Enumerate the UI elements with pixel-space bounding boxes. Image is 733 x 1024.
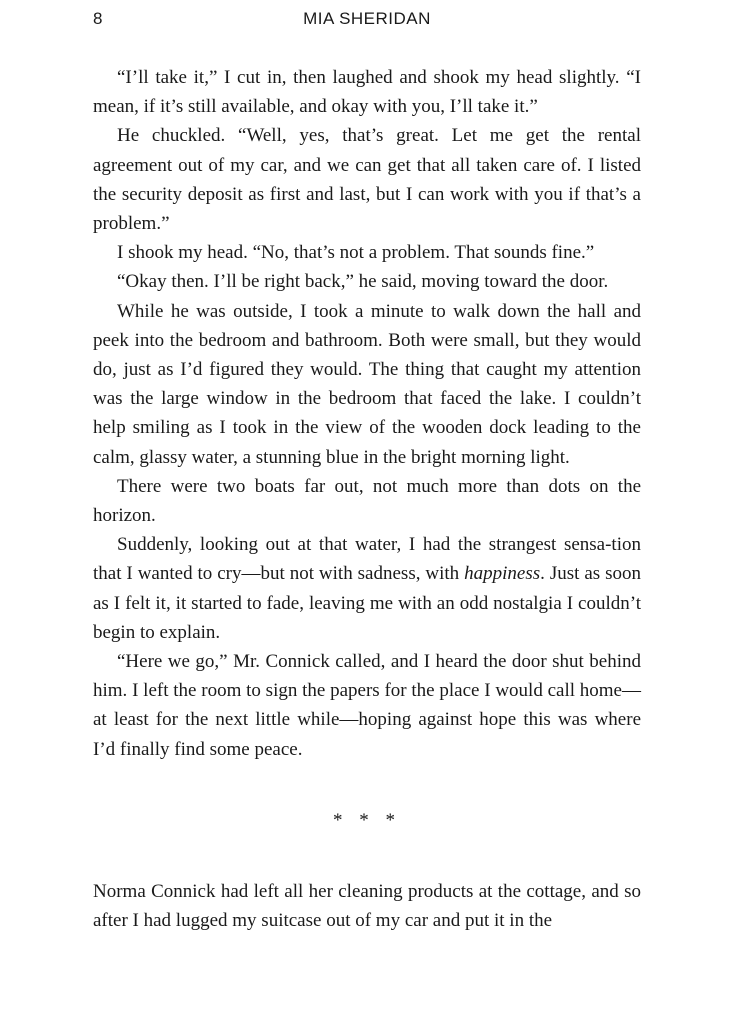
italic-text: happiness [464, 563, 541, 585]
text-run: Suddenly, looking out at that water, I had the strangest sensa-tion that I wanted to cry—but not with sadness, with [93, 534, 641, 585]
text-run: There were two boats far out, not much more than dots on the horizon. [93, 475, 641, 527]
body-text [93, 63, 641, 935]
text-run: Norma Connick had left all her cleaning products at the cottage, and so after I had lugged my suitcase out of my car and put it in the [93, 880, 641, 932]
paragraph [93, 121, 641, 238]
paragraph [93, 530, 641, 647]
text-run: “Here we go,” Mr. Connick called, and I heard the door shut behind him. I left the room to sign the papers for the place I would call home—at least for the next little while—hoping against hope this was where I’d finally find some peace. [93, 651, 641, 760]
running-head-author: MIA SHERIDAN [303, 9, 431, 28]
running-head [93, 9, 641, 35]
paragraph [93, 297, 641, 472]
text-run: While he was outside, I took a minute to walk down the hall and peek into the bedroom and bathroom. Both were small, but they would do, just as I’d figured they would. The thing that caught my attention was the large window in the bedroom that faced the lake. I couldn’t help smiling as I took in the view of the wooden dock leading to the calm, glassy water, a stunning blue in the bright morning light. [93, 300, 641, 468]
paragraph [93, 238, 641, 267]
text-run: “I’ll take it,” I cut in, then laughed and shook my head slightly. “I mean, if it’s still available, and okay with you, I’ll take it.” [93, 67, 641, 118]
paragraph [93, 63, 641, 121]
text-run: . Just as soon as I felt it, it started to fade, leaving me with an odd nostalgia I couldn’t begin to explain. [93, 563, 641, 643]
text-run: I shook my head. “No, that’s not a problem. That sounds fine.” [117, 242, 595, 264]
paragraph-group [93, 877, 641, 935]
scene-break: * * * [333, 809, 401, 831]
paragraph [93, 267, 641, 296]
paragraph [93, 472, 641, 530]
page-number: 8 [93, 9, 103, 28]
text-run: He chuckled. “Well, yes, that’s great. Let me get the rental agreement out of my car, and we can get that all taken care of. I listed the security deposit as first and last, but I can work with you if that’s a problem.” [93, 125, 641, 235]
text-run: “Okay then. I’ll be right back,” he said, moving toward the door. [117, 271, 609, 293]
paragraph [93, 877, 641, 935]
paragraph [93, 647, 641, 764]
paragraph-group [93, 63, 641, 764]
